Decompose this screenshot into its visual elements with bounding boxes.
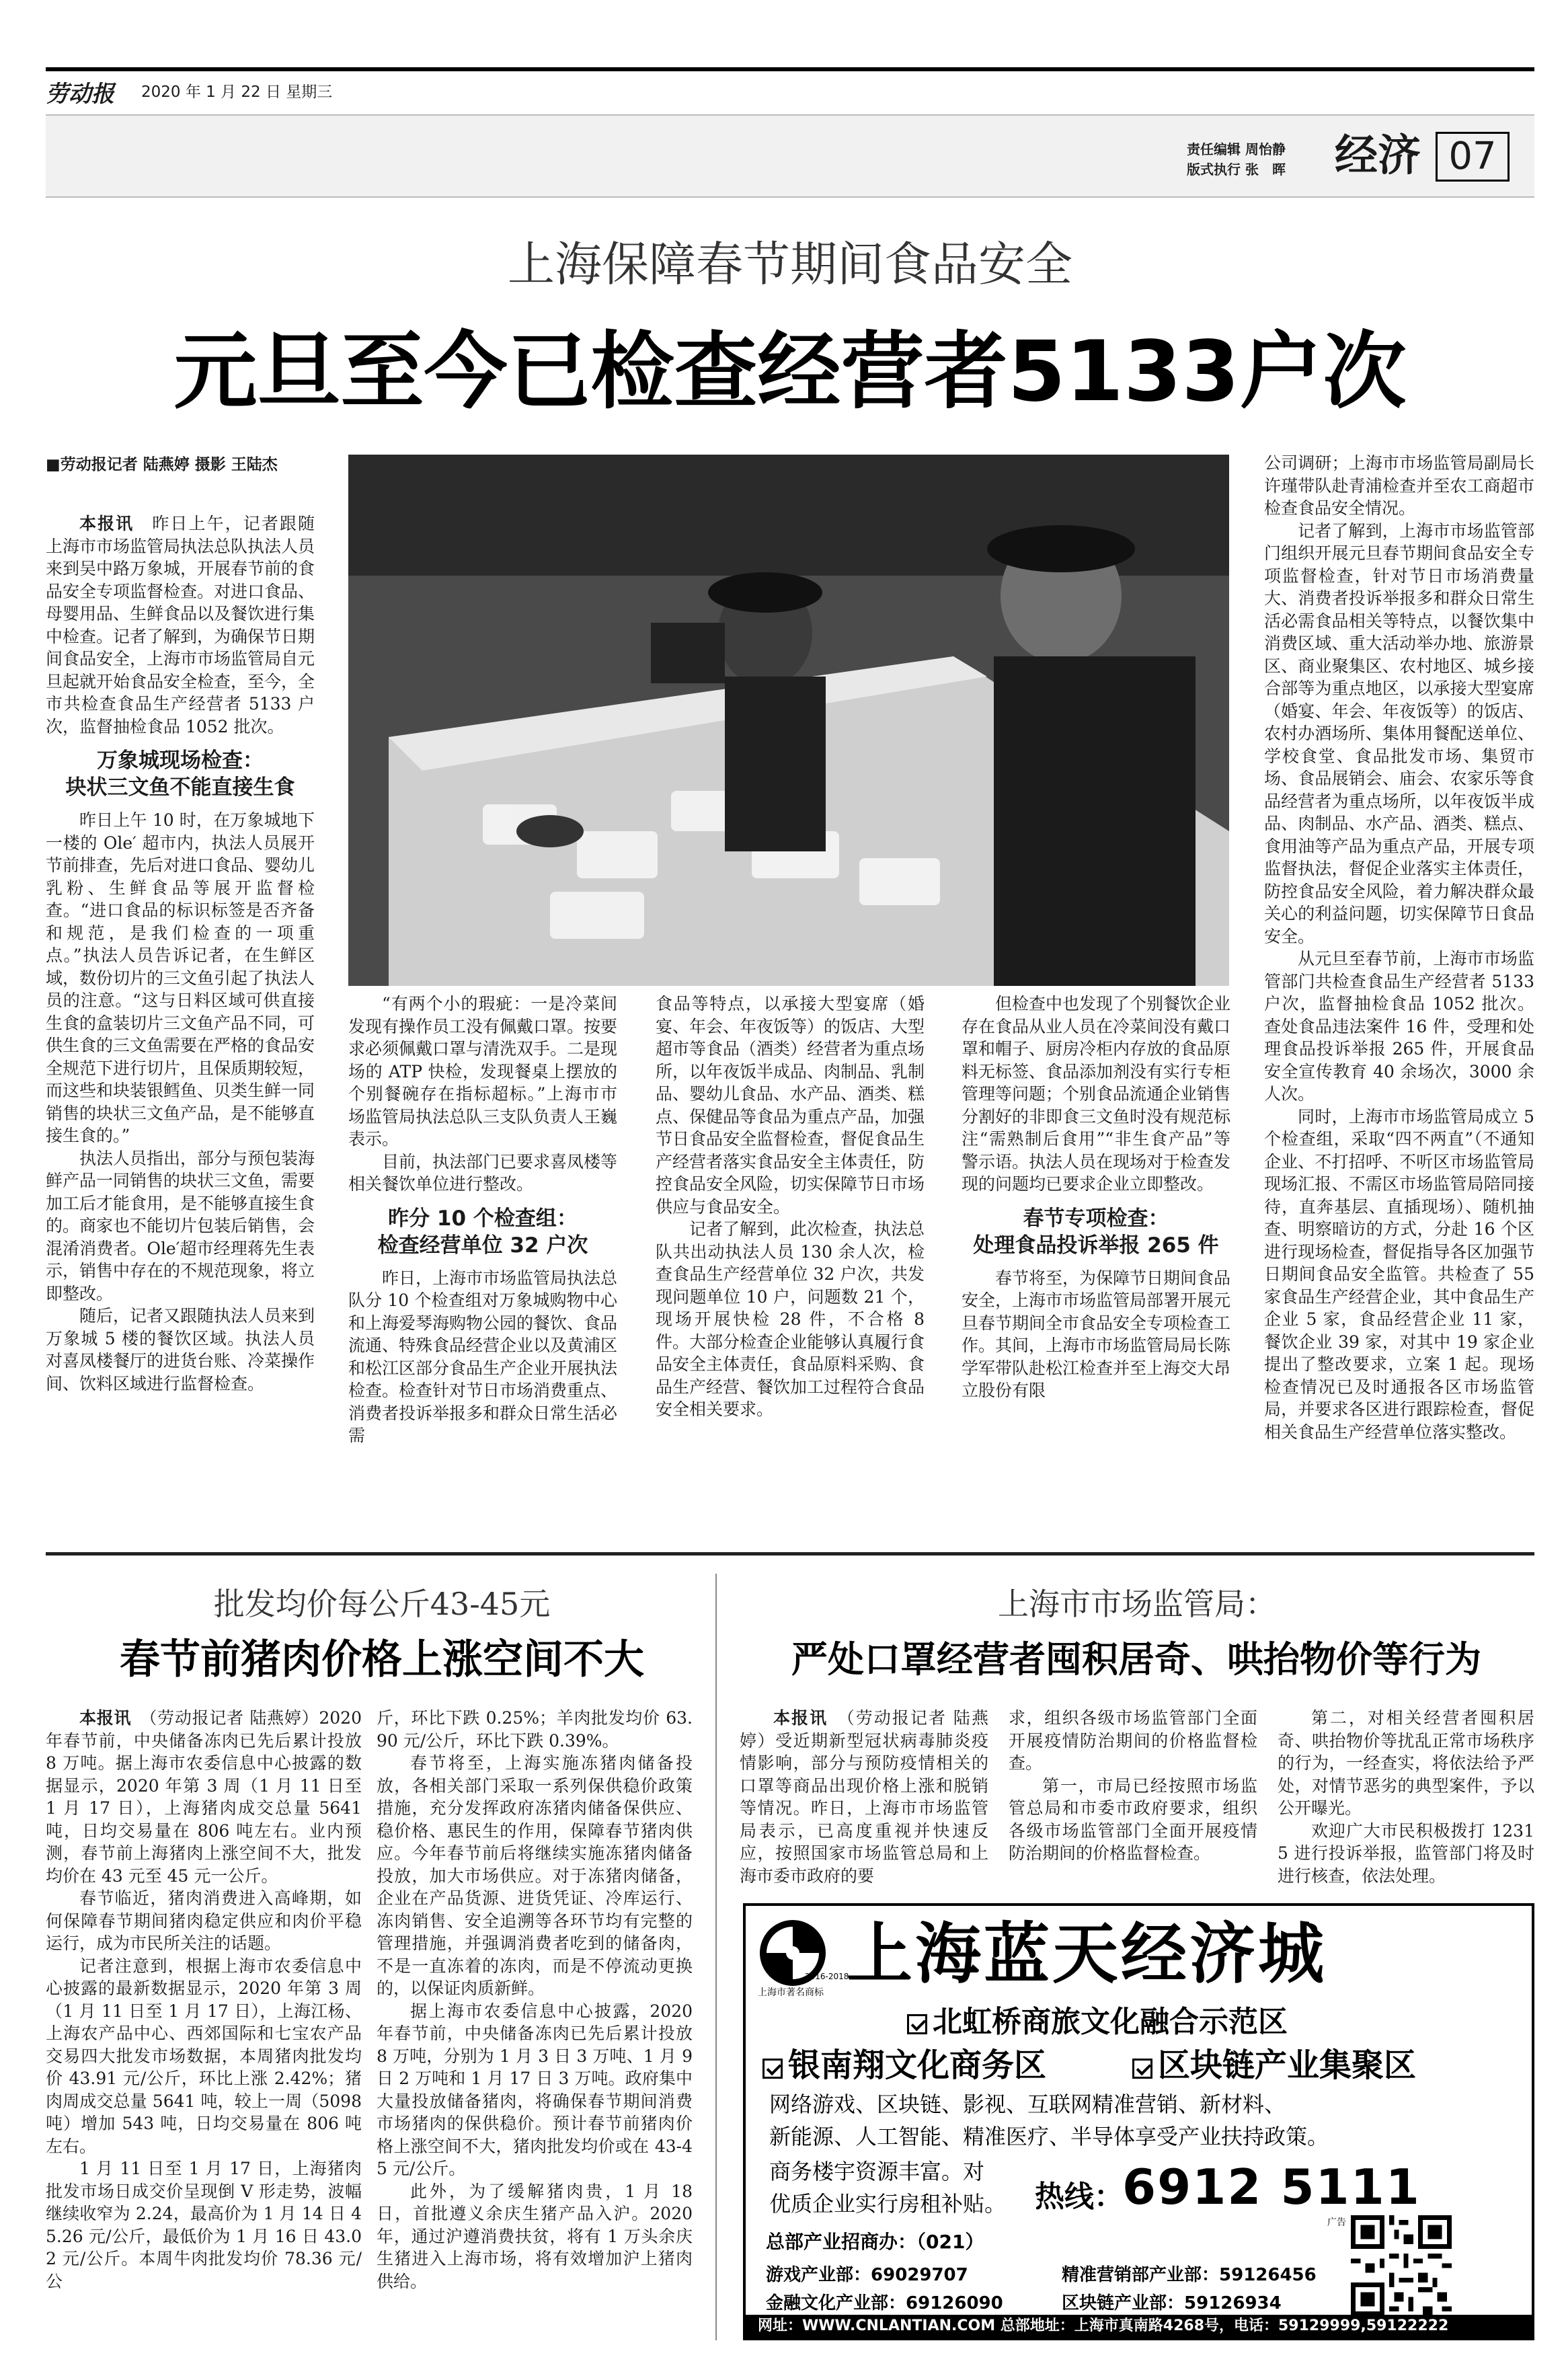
- paragraph: “有两个小的瑕疵：一是冷菜间发现有操作员工没有佩戴口罩。按要求必须佩戴口罩与清洗双手。二是现场的 ATP 快检，发现餐桌上摆放的个别餐碗存在指标超标。”上海市市场监管局执法总队三支队负责人王巍表示。: [348, 994, 618, 1149]
- hotline-label: 热线：: [1035, 2180, 1124, 2214]
- hq-label: 总部产业招商办：（021）: [766, 2231, 984, 2253]
- top-rule: [46, 67, 1534, 71]
- paragraph: 1 月 11 日至 1 月 17 日，上海猪肉批发市场日成交价呈现倒 V 形走势，波幅继续收窄为 2.24，最高价为 1 月 14 日 45.26 元/公斤，最低价为 1 月 16 日 43.02 元/公斤。本周牛肉批发均价 78.36 元/公: [46, 2159, 362, 2291]
- mask-column-3: [1278, 1707, 1534, 1887]
- ad-footer-bar: 网址：WWW.CNLANTIAN.COM 总部地址：上海市真南路4268号，电话：59129999,59122222: [746, 2315, 1532, 2338]
- contact-2: [1062, 2261, 1317, 2286]
- page-number: 07: [1436, 132, 1510, 182]
- contact-4: [1062, 2289, 1282, 2314]
- paragraph: 食品等特点，以承接大型宴席（婚宴、年会、年夜饭等）的饭店、大型超市等食品（酒类）经营者为重点场所，以年夜饭半成品、肉制品、乳制品、婴幼儿食品、水产品、酒类、糕点、保健品等食品为重点产品，加强节日食品安全监督检查，督促食品生产经营者落实食品安全主体责任，防控食品安全风险，切实保障节日市场供应与食品安全。: [656, 994, 925, 1217]
- paragraph: 记者注意到，根据上海市农委信息中心披露的最新数据显示，2020 年第 3 周（1 月 11 日至 1 月 17 日），上海江杨、上海农产品中心、西郊国际和七宝农产品交易四大批发市场数据，本周猪肉批发均价 43.91 元/公斤，环比上涨 2.42%；猪肉周成交总量 5641 吨，较上一周（5098 吨）增加 543 吨，日均交易量在 806 吨左右。: [46, 1956, 362, 2156]
- lead-column-1: [46, 512, 315, 1395]
- contact-number: 69029707: [871, 2265, 968, 2285]
- contact-label: 区块链产业部：: [1062, 2293, 1185, 2313]
- lead-column-4: [962, 993, 1230, 1402]
- advertisement: [743, 1903, 1534, 2340]
- paragraph: 记者了解到，上海市市场监管部门组织开展元旦春节期间食品安全专项监督检查，针对节日市场消费量大、消费者投诉举报多和群众日常生活必需食品相关等特点，以餐饮集中消费区域、重大活动举办地、旅游景区、商业聚集区、农村地区、城乡接合部等为重点地区，以承接大型宴席（婚宴、年会、年夜饭等）的饭店、农村办酒场所、集体用餐配送单位、学校食堂、食品批发市场、集贸市场、食品展销会、庙会、农家乐等食品经营者为重点场所，以年夜饭半成品、肉制品、水产品、酒类、糕点、食用油等产品为重点产品，开展专项监督执法，督促企业落实主体责任，防控食品安全风险，着力解决群众最关心的利益问题，切实保障节日食品安全。: [1264, 521, 1534, 946]
- logo-years: 2016-2018: [805, 1972, 849, 1981]
- date-line: 2020 年 1 月 22 日 星期三: [141, 83, 333, 101]
- pork-headline: 春节前猪肉价格上涨空间不大: [120, 1636, 644, 1683]
- ad-line-3: 网络游戏、区块链、影视、互联网精准营销、新材料、: [769, 2091, 1286, 2117]
- qr-code: [1351, 2215, 1452, 2316]
- contact-number: 59126934: [1184, 2293, 1282, 2313]
- ad-line-6: 优质企业实行房租补贴。: [769, 2191, 1007, 2217]
- paragraph: 昨日，上海市市场监管局执法总队分 10 个检查组对万象城购物中心和上海爱琴海购物公园的餐饮、食品流通、特殊食品经营企业以及黄浦区和松江区部分食品生产企业开展执法检查。检查针对节日市场消费重点、消费者投诉举报多和群众日常生活必需: [348, 1268, 618, 1445]
- paragraph: 公司调研；上海市市场监管局副局长许瑾带队赴青浦检查并至农工商超市检查食品安全情况。: [1264, 453, 1534, 518]
- paragraph: 目前，执法部门已要求喜凤楼等相关餐饮单位进行整改。: [348, 1151, 618, 1194]
- paragraph: 斤，环比下跌 0.25%；羊肉批发均价 63.90 元/公斤，环比下跌 0.39%。: [377, 1708, 693, 1751]
- ad-line-2a-text: 银南翔文化商务区: [788, 2046, 1047, 2084]
- paragraph: 此外，为了缓解猪肉贵，1 月 18 日，首批遵义余庆生猪产品入沪。2020 年，通过沪遵消费扶贫，将有 1 万头余庆生猪进入上海市场，将有效增加沪上猪肉供给。: [377, 2181, 693, 2291]
- paper-name-logo: 劳动报: [46, 81, 114, 108]
- paragraph: 春节将至，上海实施冻猪肉储备投放，各相关部门采取一系列保供稳价政策措施，充分发挥政府冻猪肉储备保供应、稳价格、惠民生的作用，保障春节猪肉供应。今年春节前后将继续实施冻猪肉储备投放，加大市场供应。对于冻猪肉储备，企业在产品货源、进货凭证、冷库运行、冻肉销售、安全追溯等各环节均有完整的管理措施，并强调消费者吃到的储备肉，不是一直冻着的冻肉，而是不停流动更换的，以保证肉质新鲜。: [377, 1753, 693, 1998]
- contact-number: 69126090: [906, 2293, 1003, 2313]
- ad-tag: 广告: [1327, 2217, 1346, 2228]
- paragraph: 从元旦至春节前，上海市市场监管部门共检查食品生产经营者 5133 户次，监督抽检食品 1052 批次。查处食品违法案件 16 件，受理和处理食品投诉举报 265 件，开展食品安全宣传教育 40 余场次，3000 余人次。: [1264, 949, 1534, 1104]
- paragraph: 第一，市局已经按照市场监管总局和市委市政府要求，组织各级市场监管部门全面开展疫情防治期间的价格监督检查。: [1009, 1775, 1257, 1863]
- paragraph: [46, 512, 315, 738]
- paragraph: 欢迎广大市民积极拨打 12315 进行投诉举报，监管部门将及时进行核查，依法处理。: [1278, 1820, 1534, 1886]
- paragraph-text: 昨日上午，记者跟随上海市市场监管局执法总队执法人员来到吴中路万象城，开展春节前的食品安全专项监督检查。对进口食品、母婴用品、生鲜食品以及餐饮进行集中检查。记者了解到，为确保节日期间食品安全，上海市市场监管局自元旦起就开始食品安全检查，至今，全市共检查食品生产经营者 5133 户次，监督抽检食品 1052 批次。: [46, 514, 315, 736]
- section-divider: [46, 1552, 1534, 1556]
- contact-number: 59126456: [1219, 2265, 1317, 2285]
- inspection-photo: [348, 455, 1229, 986]
- paragraph: [46, 1707, 362, 1887]
- photo-illustration: [348, 455, 1229, 986]
- paragraph: 春节将至，为保障节日期间食品安全，上海市市场监管局部署开展元旦春节期间全市食品安全专项检查工作。其间，上海市市场监管局局长陈学军带队赴松江检查并至上海交大昂立股份有限: [962, 1268, 1231, 1400]
- paragraph-text: （劳动报记者 陆燕婷）2020 年春节前，中央储备冻肉已先后累计投放 8 万吨。据上海市农委信息中心披露的数据显示，2020 年第 3 周（1 月 11 日至 1 月 17 日），上海猪肉成交总量 5641 吨，日均交易量在 806 吨左右。业内预测，春节前上海猪肉上涨空间不大，批发均价在 43 元至 45 元一公斤。: [46, 1708, 362, 1886]
- contact-label: 游戏产业部：: [766, 2265, 871, 2285]
- logo-caption: 上海市著名商标: [758, 1987, 824, 1998]
- mask-column-2: [1009, 1707, 1257, 1865]
- mask-column-1: [740, 1707, 988, 1887]
- editor-line-2: 版式执行 张 晖: [1187, 161, 1286, 178]
- paragraph: 执法人员指出，部分与预包装海鲜产品一同销售的块状三文鱼，需要加工后才能食用，是不能够直接生食的。商家也不能切片包装后销售，会混淆消费者。Ole′超市经理蒋先生表示，销售中存在的不规范现象，将立即整改。: [46, 1148, 315, 1303]
- lead-kicker: 上海保障春节期间食品安全: [508, 237, 1072, 292]
- contact-label: 精准营销部产业部：: [1062, 2265, 1220, 2285]
- contact-label: 金融文化产业部：: [766, 2293, 906, 2313]
- paragraph: 求，组织各级市场监管部门全面开展疫情防治期间的价格监督检查。: [1009, 1708, 1257, 1773]
- paragraph: 但检查中也发现了个别餐饮企业存在食品从业人员在冷菜间没有戴口罩和帽子、厨房冷柜内存放的食品原料无标签、食品添加剂没有实行专柜管理等问题；个别食品流通企业销售分割好的非即食三文鱼时没有规范标注“需熟制后食用”“非生食产品”等警示语。执法人员在现场对于检查发现的问题均已要求企业立即整改。: [962, 994, 1231, 1194]
- checkbox-icon: [762, 2059, 783, 2079]
- ad-line-2b-text: 区块链产业集聚区: [1158, 2046, 1417, 2084]
- contact-1: [766, 2261, 968, 2286]
- ad-line-5: 商务楼宇资源丰富。对: [769, 2159, 985, 2184]
- lead-column-2: [348, 993, 617, 1447]
- mask-kicker: 上海市市场监管局：: [998, 1586, 1276, 1622]
- editor-line-1: 责任编辑 周怡静: [1187, 141, 1286, 157]
- ad-line-1: [907, 1997, 1288, 2040]
- pork-kicker: 批发均价每公斤43-45元: [213, 1586, 551, 1622]
- ad-line-2a: [762, 2039, 1046, 2085]
- paragraph-text: （劳动报记者 陆燕婷）受近期新型冠状病毒肺炎疫情影响，部分与预防疫情相关的口罩等商品出现价格上涨和脱销等情况。昨日，上海市市场监管局表示，已高度重视并快速反应，按照国家市场监管总局和上海市委市政府的要: [740, 1708, 988, 1886]
- paragraph: 同时，上海市市场监管局成立 5 个检查组，采取“四不两直”（不通知企业、不打招呼、不听区市场监管局现场汇报、不需区市场监管局陪同接待，直奔基层、直插现场）、随机抽查、明察暗访的方式，分赴 16 个区进行现场检查，督促指导各区加强节日期间食品安全监管。共检查了 55 家食品生产经营企业，其中食品生产企业 5 家，食品经营企业 11 家，餐饮企业 39 家，对其中 19 家企业提出了整改要求，立案 1 起。现场检查情况已及时通报各区市场监管局，并要求各区进行跟踪检查，督促相关食品生产经营单位落实整改。: [1264, 1106, 1534, 1442]
- lead-column-5: [1264, 452, 1534, 1443]
- paragraph: 记者了解到，此次检查，执法总队共出动执法人员 130 余人次，检查食品生产经营单位 32 户次，共发现问题单位 10 户，问题数 21 个，现场开展快检 28 件，不合格 8 件。大部分检查企业能够认真履行食品安全主体责任，食品原料采购、食品生产经营、餐饮加工过程符合食品安全相关要求。: [656, 1219, 925, 1419]
- pork-column-2: [377, 1707, 693, 2293]
- subheading: 万象城现场检查： 块状三文鱼不能直接生食: [65, 748, 295, 800]
- subheading: 昨分 10 个检查组： 检查经营单位 32 户次: [377, 1206, 588, 1258]
- section-banner: [46, 114, 1534, 198]
- qr-code-icon: [1351, 2215, 1452, 2316]
- checkbox-icon: [907, 2014, 927, 2034]
- lead-tag: 本报讯: [79, 514, 134, 533]
- lead-headline: 元旦至今已检查经营者5133户次: [173, 323, 1407, 420]
- paragraph: 随后，记者又跟随执法人员来到万象城 5 楼的餐饮区域。执法人员对喜凤楼餐厅的进货台账、冷菜操作间、饮料区域进行监督检查。: [46, 1306, 315, 1393]
- ad-line-2b: [1132, 2039, 1416, 2085]
- ad-line-1-text: 北虹桥商旅文化融合示范区: [933, 2005, 1288, 2039]
- subheading: 春节专项检查： 处理食品投诉举报 265 件: [973, 1206, 1219, 1258]
- paragraph: 第二，对相关经营者囤积居奇、哄抬物价等扰乱正常市场秩序的行为，一经查实，将依法给予严处，对情节恶劣的典型案件，予以公开曝光。: [1278, 1708, 1534, 1818]
- checkbox-icon: [1132, 2059, 1152, 2079]
- contact-3: [766, 2289, 1003, 2314]
- hotline-number: 6912 5111: [1122, 2159, 1421, 2215]
- pork-column-1: [46, 1707, 362, 2293]
- paragraph: [740, 1707, 988, 1887]
- paragraph: 昨日上午 10 时，在万象城地下一楼的 Ole′ 超市内，执法人员展开节前排查，先后对进口食品、婴幼儿乳粉、生鲜食品等展开监督检查。“进口食品的标识标签是否齐备和规范，是我们检查的一项重点。”执法人员告诉记者，在生鲜区域，数份切片的三文鱼引起了执法人员的注意。“这与日料区域可供直接生食的盒装切片三文鱼产品不同，可供生食的三文鱼需要在严格的食品安全规范下进行切片，且保质期较短，而这些和块装银鳕鱼、贝类生鲜一同销售的块状三文鱼产品，是不能够直接生食的。”: [46, 810, 315, 1145]
- section-name: 经济: [1335, 130, 1421, 181]
- lead-tag: 本报讯: [79, 1708, 132, 1728]
- lead-tag: 本报讯: [773, 1708, 828, 1728]
- ad-title: 上海蓝天经济城: [847, 1916, 1327, 1993]
- paragraph: 春节临近，猪肉消费进入高峰期，如何保障春节期间猪肉稳定供应和肉价平稳运行，成为市民所关注的话题。: [46, 1888, 362, 1953]
- lead-byline: ■劳动报记者 陆燕婷 摄影 王陆杰: [46, 456, 278, 473]
- mask-headline: 严处口罩经营者囤积居奇、哄抬物价等行为: [791, 1638, 1481, 1681]
- vertical-divider: [715, 1574, 717, 2340]
- lead-column-3: [656, 993, 925, 1421]
- paragraph: 据上海市农委信息中心披露，2020 年春节前，中央储备冻肉已先后累计投放 8 万吨，分别为 1 月 3 日 3 万吨、1 月 9 日 2 万吨和 1 月 17 日 3 万吨。政府集中大量投放储备猪肉，将确保春节期间消费市场猪肉的保供稳价。预计春节前猪肉价格上涨空间不大，猪肉批发均价或在 43-45 元/公斤。: [377, 2001, 693, 2178]
- ad-line-4: 新能源、人工智能、精准医疗、半导体享受产业扶持政策。: [769, 2124, 1329, 2149]
